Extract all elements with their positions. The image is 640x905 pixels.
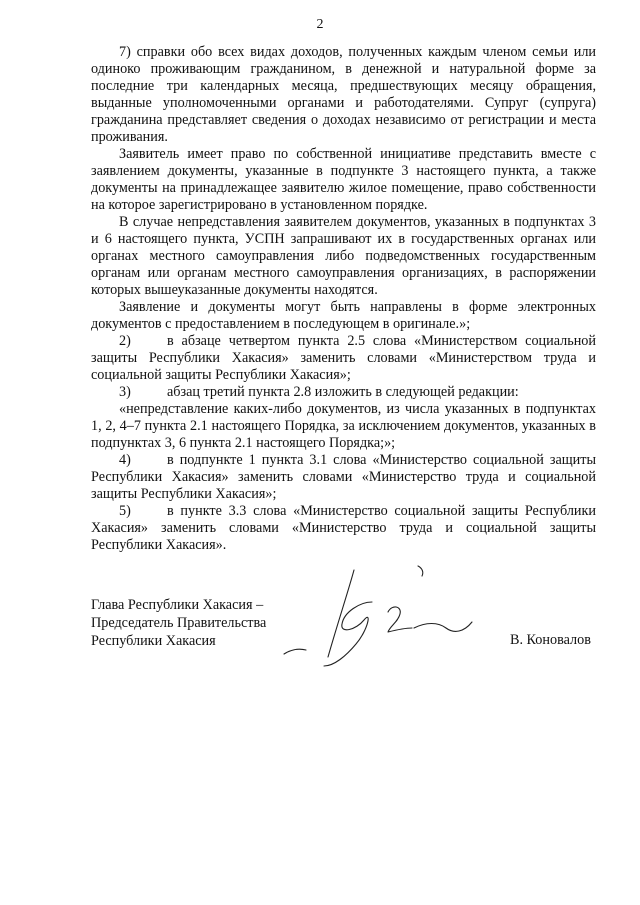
paragraph-non-submission: В случае непредставления заявителем документов, указанных в подпунктах 3 и 6 настоящего пункта, УСПН запрашивают их в государственных органах или органах местного самоуправления либо подведомственных государственным органам или органам местного самоуправления организациях, в распоряжении которых вышеуказанные документы находятся. [91,214,596,298]
list-item-5 [91,503,596,554]
signature-stroke [414,622,472,631]
signer-title-line: Председатель Правительства [91,615,267,631]
list-item-number: 5) [119,503,131,519]
list-item-number: 2) [119,333,131,349]
list-item-text: абзац третий пункта 2.8 изложить в следующей редакции: [167,384,519,400]
signer-title-line: Республики Хакасия [91,633,216,649]
signature-stroke [388,607,412,632]
signer-name: В. Коновалов [510,632,591,648]
list-item-text: в подпункте 1 пункта 3.1 слова «Министерство социальной защиты Республики Хакасия» заменить словами «Министерство труда и социальной защиты Республики Хакасия»; [91,452,596,502]
signature-stroke [324,602,372,666]
page-number: 2 [316,17,324,32]
body-text [91,44,596,554]
list-item-3 [91,384,596,401]
list-item-text: в пункте 3.3 слова «Министерство социальной защиты Республики Хакасия» заменить словами «Министерство труда и социальной защиты Республики Хакасия». [91,503,596,553]
paragraph-income-certificates: 7) справки обо всех видах доходов, полученных каждым членом семьи или одиноко проживающим гражданином, в денежной и натуральной форме за последние три календарных месяца, предшествующих месяцу обращения, выданные уполномоченными органами и работодателями. Супруг (супруга) гражданина представляет сведения о доходах независимо от регистрации и места проживания. [91,44,596,145]
paragraph-applicant-right: Заявитель имеет право по собственной инициативе представить вместе с заявлением документы, указанные в подпункте 3 настоящего пункта, а также документы на принадлежащее заявителю жилое помещение, право собственности на которое зарегистрировано в установленном порядке. [91,146,596,213]
list-item-text: в абзаце четвертом пункта 2.5 слова «Министерством социальной защиты Республики Хакасия» заменить словами «Министерством труда и социальной защиты Республики Хакасия»; [91,333,596,383]
handwritten-signature [276,562,496,672]
list-item-number: 4) [119,452,131,468]
list-item-4 [91,452,596,503]
signature-stroke [418,566,423,576]
signer-title-line: Глава Республики Хакасия – [91,597,264,613]
signature-stroke [284,649,306,654]
list-item-number: 3) [119,384,131,400]
paragraph-new-wording: «непредставление каких-либо документов, из числа указанных в подпунктах 1, 2, 4–7 пункта 2.1 настоящего Порядка, за исключением документов, указанных в подпунктах 3, 6 пункта 2.1 настоящего Порядка;»; [91,401,596,451]
signature-stroke [328,570,354,657]
list-item-2 [91,333,596,384]
paragraph-electronic-documents: Заявление и документы могут быть направлены в форме электронных документов с предоставлением в последующем в оригинале.»; [91,299,596,332]
